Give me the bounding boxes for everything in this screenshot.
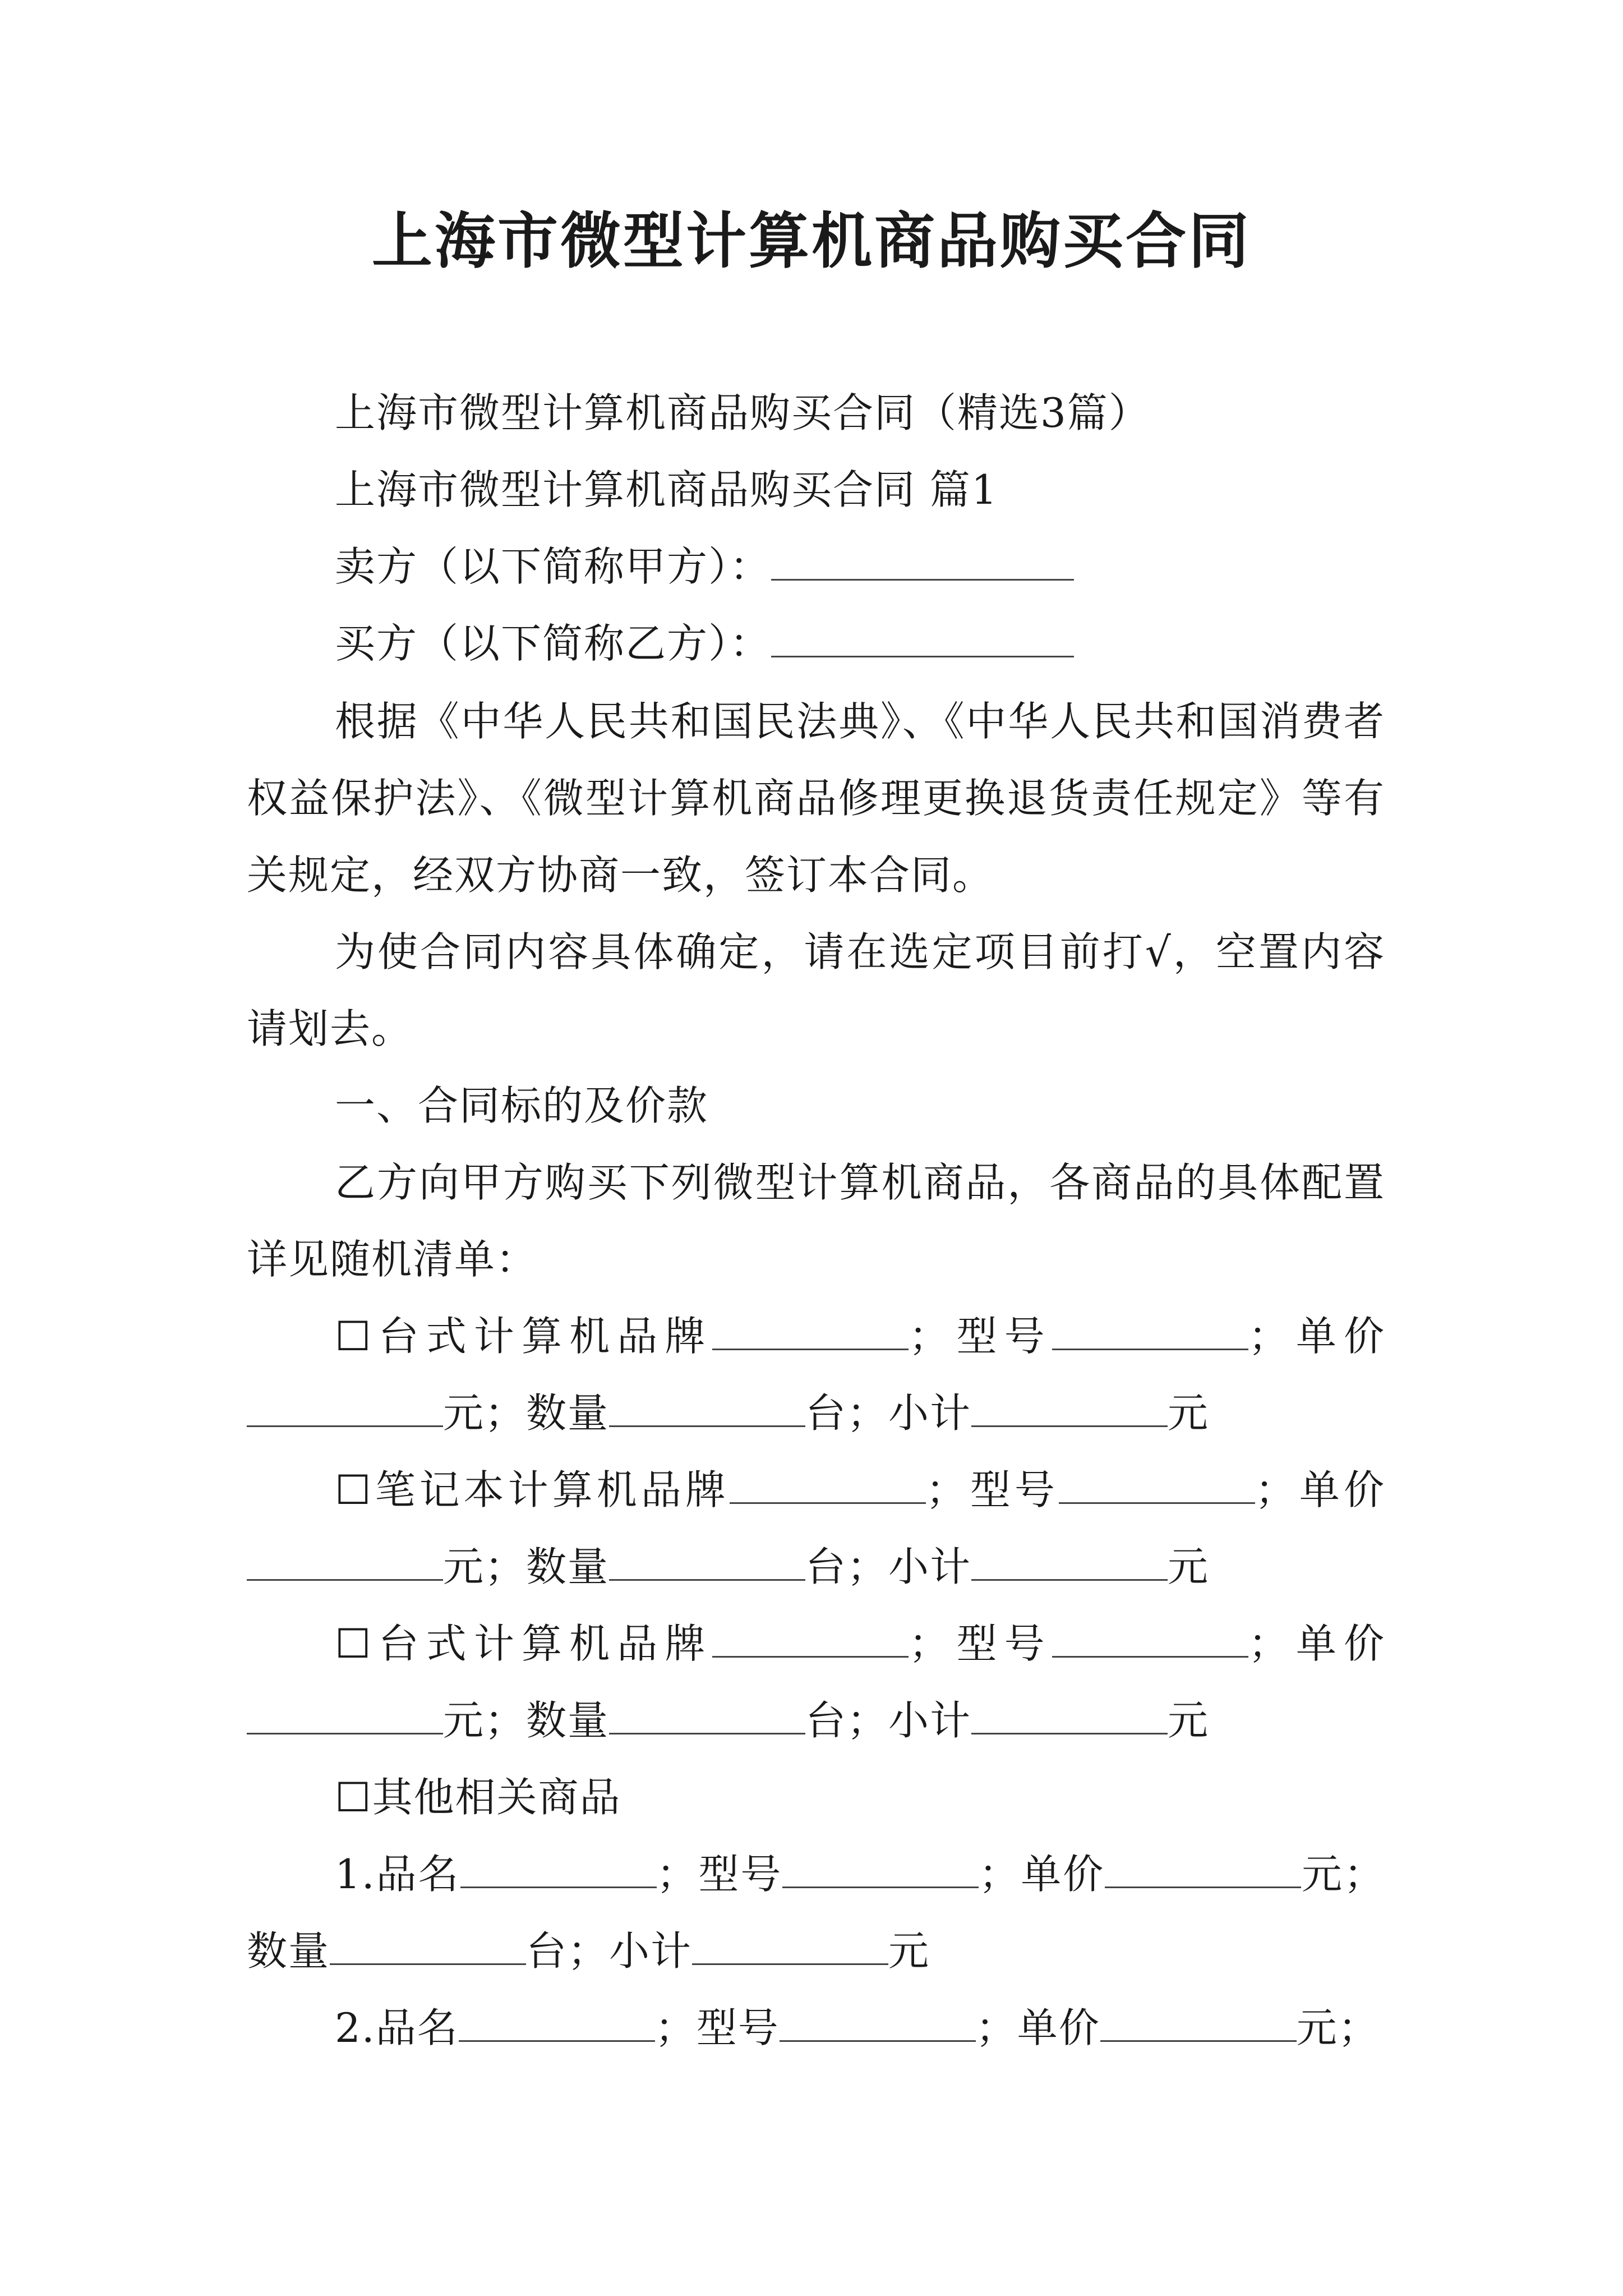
document-title: 上海市微型计算机商品购买合同 [371, 206, 1251, 277]
seller-label: 卖方（以下简称甲方）： [335, 543, 772, 590]
numbered-item-2: 2.品名 ；型号 ；单价 元； [335, 2004, 1380, 2051]
seller-blank [771, 545, 1074, 581]
seller-line [335, 539, 1074, 595]
basis-paragraph: 根据《中华人民共和国民法典》、《中华人民共和国消费者权益保护法》、《微型计算机商品修理更换退货责任规定》等有关规定，经双方协商一致，签订本合同。 [247, 698, 1385, 899]
buyer-line [335, 615, 1074, 671]
buyer-label: 买方（以下简称乙方）： [335, 620, 772, 667]
section-heading: 上海市微型计算机商品购买合同 篇1 [335, 466, 998, 513]
subtitle: 上海市微型计算机商品购买合同（精选3篇） [335, 389, 1150, 436]
item-row-laptop: ☐笔记本计算机品牌 ；型号 ；单价元；数量 台；小计 元 [247, 1452, 1385, 1605]
body-text [247, 683, 1385, 2067]
numbered-item-1: 1.品名 ；型号 ；单价 元；数量 台；小计 元 [247, 1851, 1385, 1975]
other-goods: ☐其他相关商品 [335, 1774, 621, 1821]
item-row-desktop-1: ☐台式计算机品牌 ；型号 ；单价元；数量 台；小计 元 [247, 1298, 1385, 1452]
item-row-desktop-2: ☐台式计算机品牌 ；型号 ；单价元；数量 台；小计 元 [247, 1605, 1385, 1759]
instruction-paragraph: 为使合同内容具体确定，请在选定项目前打√，空置内容请划去。 [247, 928, 1385, 1052]
buyer-blank [771, 622, 1074, 657]
clause1-heading: 一、合同标的及价款 [335, 1082, 709, 1129]
clause1-intro: 乙方向甲方购买下列微型计算机商品，各商品的具体配置详见随机清单： [247, 1159, 1385, 1283]
